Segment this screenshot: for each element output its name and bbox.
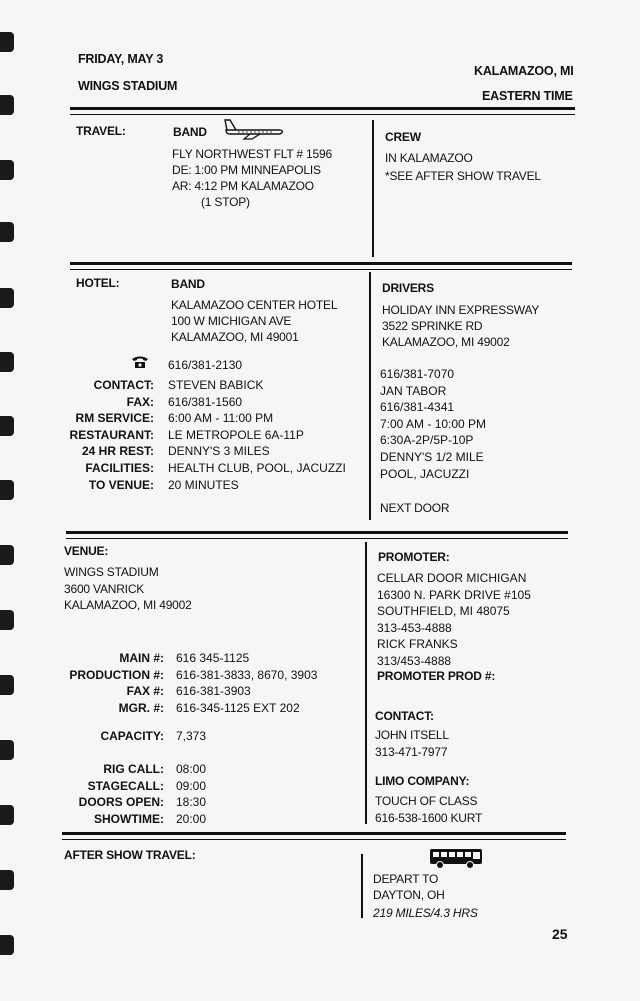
rig-call-time: 08:00 — [176, 762, 207, 776]
promoter-name: RICK FRANKS — [377, 637, 458, 652]
capacity-label: CAPACITY: — [100, 729, 164, 743]
stagecall-label: STAGECALL: — [87, 778, 164, 793]
header-date: FRIDAY, MAY 3 — [78, 52, 164, 66]
divider — [70, 107, 575, 110]
drivers-heading: DRIVERS — [382, 281, 434, 295]
hotel-band-line: KALAMAZOO, MI 49001 — [171, 330, 299, 344]
venue-line: KALAMAZOO, MI 49002 — [64, 598, 192, 612]
promoter-city: SOUTHFIELD, MI 48075 — [377, 604, 510, 619]
divider — [62, 839, 566, 840]
hotel-label-rm-service: RM SERVICE: — [75, 411, 154, 426]
hotel-rm-service: 6:00 AM - 11:00 PM — [168, 411, 274, 426]
venue-label-production: PRODUCTION #: — [69, 667, 164, 682]
drivers-contact: JAN TABOR — [380, 383, 447, 398]
header-city: KALAMAZOO, MI — [474, 64, 574, 78]
showtime-label: SHOWTIME: — [94, 811, 164, 826]
travel-band-line: AR: 4:12 PM KALAMAZOO — [172, 179, 314, 193]
travel-band-line: (1 STOP) — [201, 195, 250, 209]
after-show-depart: DEPART TO — [373, 872, 439, 886]
showtime-time: 20:00 — [176, 811, 207, 826]
promoter-prod-heading: PROMOTER PROD #: — [377, 669, 496, 683]
hotel-phone: 616/381-2130 — [168, 358, 243, 372]
limo-company: TOUCH OF CLASS — [375, 794, 478, 808]
header-timezone: EASTERN TIME — [482, 89, 573, 103]
hotel-label-24hr: 24 HR REST: — [81, 444, 154, 459]
stagecall-time: 09:00 — [176, 778, 207, 793]
venue-label-main: MAIN #: — [119, 651, 164, 665]
telephone-icon — [131, 355, 149, 369]
after-show-destination: DAYTON, OH — [373, 888, 445, 902]
time-values — [176, 761, 206, 827]
divider — [70, 262, 572, 265]
hotel-label-fax: FAX: — [126, 394, 154, 409]
hotel-labels — [34, 377, 154, 493]
header-venue: WINGS STADIUM — [78, 79, 178, 93]
venue-mgr: 616-345-1125 EXT 202 — [176, 700, 300, 715]
venue-label: VENUE: — [64, 544, 109, 558]
drivers-restaurant: 6:30A-2P/5P-10P — [380, 433, 474, 448]
divider — [70, 269, 572, 270]
limo-phone: 616-538-1600 KURT — [375, 811, 483, 825]
drivers-line: 3522 SPRINKE RD — [382, 319, 483, 333]
column-divider — [369, 272, 371, 520]
hotel-label: HOTEL: — [76, 276, 120, 290]
spiral-binding — [0, 0, 14, 1001]
venue-label-fax: FAX #: — [126, 684, 164, 699]
drivers-values — [380, 366, 486, 482]
drivers-rm-service: 7:00 AM - 10:00 PM — [380, 416, 487, 431]
drivers-facilities: POOL, JACUZZI — [380, 466, 470, 481]
hotel-24hr: DENNY'S 3 MILES — [168, 444, 270, 459]
hotel-label-facilities: FACILITIES: — [85, 460, 154, 475]
divider — [66, 531, 568, 534]
page-number: 25 — [552, 926, 568, 942]
contact-phone: 313-471-7977 — [375, 745, 448, 759]
after-show-label: AFTER SHOW TRAVEL: — [64, 848, 196, 862]
travel-band-line: FLY NORTHWEST FLT # 1596 — [172, 147, 332, 161]
hotel-band-line: 100 W MICHIGAN AVE — [171, 314, 292, 328]
hotel-contact: STEVEN BABICK — [168, 378, 264, 392]
drivers-to-venue: NEXT DOOR — [380, 501, 450, 515]
column-divider — [372, 120, 374, 257]
drivers-phone: 616/381-7070 — [380, 367, 455, 381]
divider — [66, 538, 568, 539]
bus-icon — [428, 846, 484, 870]
column-divider — [365, 542, 367, 824]
drivers-24hr: DENNY'S 1/2 MILE — [380, 449, 484, 464]
venue-fax: 616-381-3903 — [176, 684, 251, 699]
hotel-values — [168, 377, 346, 493]
drivers-line: KALAMAZOO, MI 49002 — [382, 335, 510, 349]
doors-open-time: 18:30 — [176, 795, 207, 810]
promoter-phone: 313-453-4888 — [377, 620, 452, 635]
promoter-company: CELLAR DOOR MICHIGAN — [377, 571, 527, 585]
hotel-restaurant: LE METROPOLE 6A-11P — [168, 427, 304, 442]
contact-heading: CONTACT: — [375, 709, 434, 723]
column-divider — [361, 854, 363, 918]
doors-open-label: DOORS OPEN: — [78, 795, 164, 810]
promoter-heading: PROMOTER: — [378, 550, 450, 564]
hotel-label-restaurant: RESTAURANT: — [69, 427, 154, 442]
contact-name: JOHN ITSELL — [375, 728, 449, 742]
rig-call-label: RIG CALL: — [103, 762, 164, 776]
limo-heading: LIMO COMPANY: — [375, 774, 470, 788]
drivers-line: HOLIDAY INN EXPRESSWAY — [382, 303, 540, 317]
hotel-band-heading: BAND — [171, 277, 205, 291]
travel-band-line: DE: 1:00 PM MINNEAPOLIS — [172, 163, 321, 177]
venue-main: 616 345-1125 — [176, 651, 250, 665]
travel-label: TRAVEL: — [76, 124, 126, 138]
after-show-distance: 219 MILES/4.3 HRS — [373, 906, 478, 920]
hotel-label-to-venue: TO VENUE: — [88, 477, 154, 492]
hotel-label-contact: CONTACT: — [93, 378, 154, 392]
travel-crew-line: IN KALAMAZOO — [385, 151, 473, 165]
hotel-to-venue: 20 MINUTES — [168, 477, 239, 492]
travel-band-heading: BAND — [173, 125, 207, 139]
travel-crew-line: *SEE AFTER SHOW TRAVEL — [385, 169, 541, 183]
airplane-icon — [222, 118, 286, 140]
hotel-band-line: KALAMAZOO CENTER HOTEL — [171, 298, 338, 312]
capacity-value: 7,373 — [176, 729, 207, 743]
venue-label-mgr: MGR. #: — [118, 700, 164, 715]
venue-line: WINGS STADIUM — [64, 565, 159, 579]
travel-crew-heading: CREW — [385, 130, 421, 144]
promoter-lines — [377, 570, 531, 670]
venue-values — [176, 650, 317, 716]
hotel-facilities: HEALTH CLUB, POOL, JACUZZI — [168, 460, 346, 475]
drivers-fax: 616/381-4341 — [380, 400, 455, 415]
venue-line: 3600 VANRICK — [64, 582, 145, 596]
time-labels — [44, 761, 164, 827]
divider — [62, 832, 566, 835]
venue-labels — [44, 650, 164, 716]
divider — [70, 114, 575, 115]
promoter-address: 16300 N. PARK DRIVE #105 — [377, 587, 531, 602]
venue-production: 616-381-3833, 8670, 3903 — [176, 667, 318, 682]
promoter-phone-2: 313/453-4888 — [377, 653, 452, 668]
hotel-fax: 616/381-1560 — [168, 394, 243, 409]
